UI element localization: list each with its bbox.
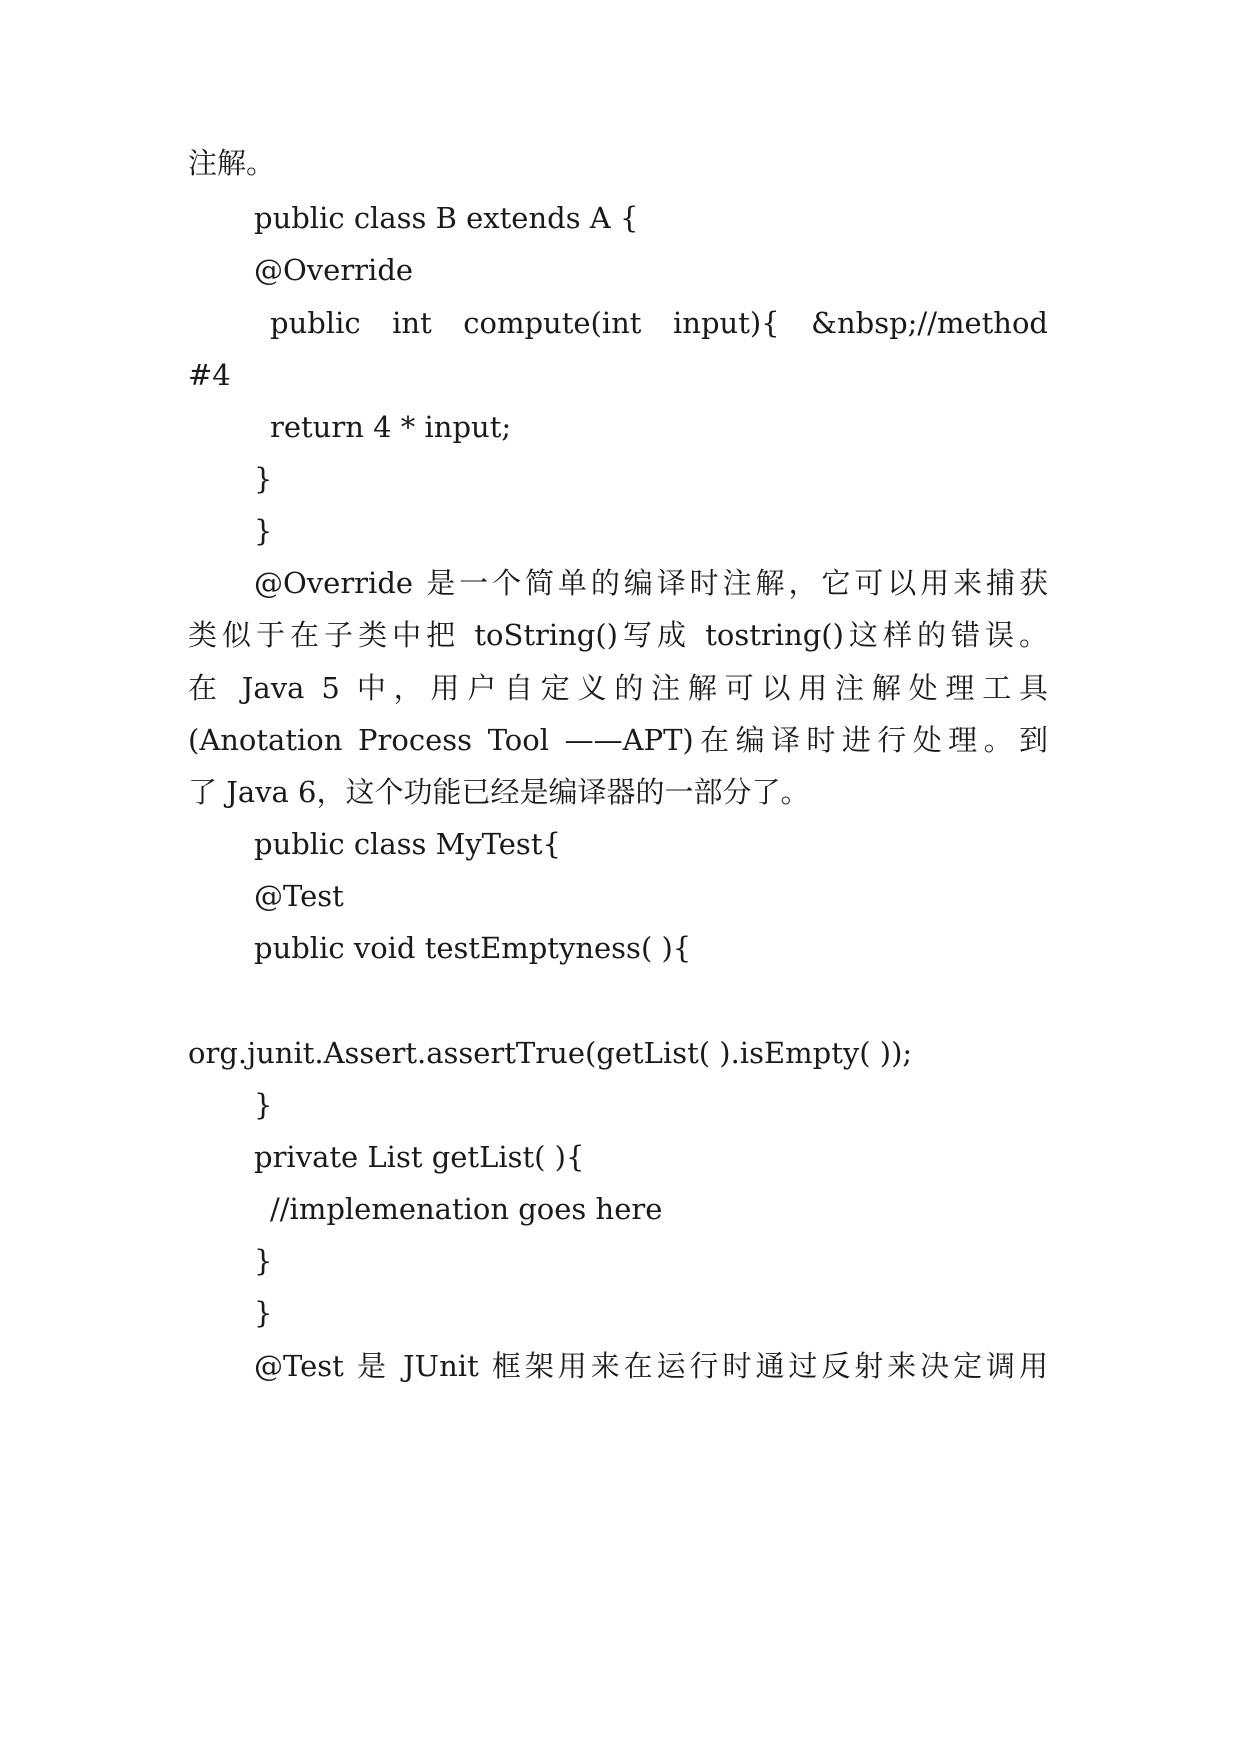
code-line: public class MyTest{	[254, 827, 561, 861]
code-line: org.junit.Assert.assertTrue(getList( ).isEmpty( ));	[188, 1036, 913, 1070]
code-line: }	[254, 514, 273, 548]
code-line: @Override	[254, 253, 414, 287]
paragraph-line: @Override 是一个简单的编译时注解，它可以用来捕获	[254, 566, 1048, 600]
code-line: public class B extends A {	[254, 201, 639, 235]
code-line: }	[254, 1088, 273, 1122]
code-line: @Test	[254, 879, 344, 913]
code-line: public int compute(int input){ &nbsp;//method	[270, 306, 1048, 340]
paragraph-line: (Anotation Process Tool ——APT)在编译时进行处理。到	[188, 723, 1048, 757]
code-line: }	[254, 462, 273, 496]
paragraph-line: 在 Java 5 中，用户自定义的注解可以用注解处理工具	[188, 671, 1048, 705]
code-line: #4	[188, 358, 231, 392]
code-line: public void testEmptyness( ){	[254, 931, 692, 965]
code-line: //implemenation goes here	[270, 1192, 663, 1226]
paragraph-line: @Test 是 JUnit 框架用来在运行时通过反射来决定调用	[254, 1349, 1048, 1383]
code-line: private List getList( ){	[254, 1140, 585, 1174]
code-line: }	[254, 1244, 273, 1278]
code-line: }	[254, 1296, 273, 1330]
text-line: 注解。	[188, 146, 276, 180]
paragraph-line: 类似于在子类中把 toString()写成 tostring()这样的错误。	[188, 618, 1048, 652]
paragraph-line: 了 Java 6，这个功能已经是编译器的一部分了。	[188, 775, 810, 809]
code-line: return 4 * input;	[270, 410, 512, 444]
